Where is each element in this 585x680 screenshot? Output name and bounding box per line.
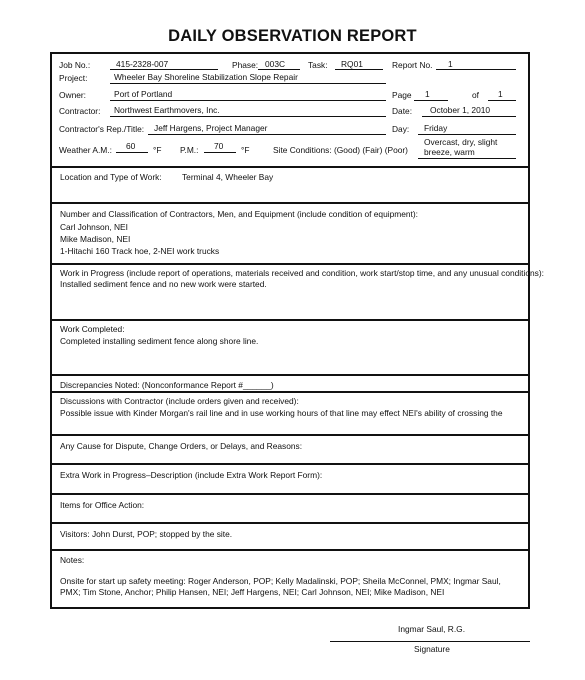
- contractors-line-1: Carl Johnson, NEI: [60, 222, 128, 232]
- weather-am-value: 60: [126, 141, 136, 151]
- contractors-line-2: Mike Madison, NEI: [60, 234, 131, 244]
- weather-am-label: Weather A.M.:: [59, 145, 112, 155]
- phase-value: 003C: [265, 59, 286, 69]
- page-current: 1: [425, 89, 430, 99]
- signature-label: Signature: [414, 644, 450, 654]
- site-conditions-line2: breeze, warm: [424, 147, 475, 157]
- location-label: Location and Type of Work:: [60, 172, 162, 182]
- signature-line: [330, 641, 530, 642]
- notes-text: Onsite for start up safety meeting: Roger Anderson, POP; Kelly Madalinski, POP; Sheila McConnel, PMX; Ingmar Saul, PMX; Tim Stone, Anchor; Philip Hansen, NEI; Jeff Hargens, NEI; Carl Johnson, NEI; Mike Madison, NEI: [60, 576, 501, 597]
- contractors-line-3: 1-Hitachi 160 Track hoe, 2-NEI work trucks: [60, 246, 220, 256]
- of-label: of: [472, 90, 479, 100]
- report-no-value: 1: [448, 59, 453, 69]
- site-conditions-line1: Overcast, dry, slight: [424, 137, 498, 147]
- office-action-label: Items for Office Action:: [60, 500, 145, 510]
- discrepancies-label: Discrepancies Noted: (Nonconformance Report #______): [60, 380, 274, 390]
- dispute-label: Any Cause for Dispute, Change Orders, or Delays, and Reasons:: [60, 441, 303, 451]
- rep-label: Contractor's Rep./Title:: [59, 124, 145, 134]
- job-no-label: Job No.:: [59, 60, 91, 70]
- report-form: [50, 52, 544, 609]
- discussions-label: Discussions with Contractor (include orders given and received):: [60, 396, 299, 406]
- signer-name: Ingmar Saul, R.G.: [398, 624, 466, 634]
- location-value: Terminal 4, Wheeler Bay: [182, 172, 274, 182]
- owner-label: Owner:: [59, 90, 86, 100]
- progress-text: Installed sediment fence and no new work were started.: [60, 279, 267, 289]
- deg-f-pm: °F: [241, 145, 250, 155]
- contractor-value: Northwest Earthmovers, Inc.: [114, 105, 220, 115]
- completed-text: Completed installing sediment fence along shore line.: [60, 336, 259, 346]
- date-label: Date:: [392, 106, 413, 116]
- owner-value: Port of Portland: [114, 89, 173, 99]
- report-title: DAILY OBSERVATION REPORT: [168, 27, 417, 45]
- date-value: October 1, 2010: [430, 105, 491, 115]
- job-no-value: 415-2328-007: [116, 59, 169, 69]
- day-label: Day:: [392, 124, 410, 134]
- completed-label: Work Completed:: [60, 324, 125, 334]
- deg-f-am: °F: [153, 145, 162, 155]
- discussions-text: Possible issue with Kinder Morgan's rail line and in use working hours of that line may effect NEI's ability of crossing the: [60, 408, 503, 418]
- contractor-label: Contractor:: [59, 106, 101, 116]
- visitors-text: Visitors: John Durst, POP; stopped by the site.: [60, 529, 233, 539]
- contractors-label: Number and Classification of Contractors, Men, and Equipment (include condition of equipment):: [60, 209, 418, 219]
- notes-label: Notes:: [60, 555, 85, 565]
- project-value: Wheeler Bay Shoreline Stabilization Slope Repair: [114, 72, 298, 82]
- progress-label: Work in Progress (include report of operations, materials received and condition, work start/stop time, and any unusual conditions):: [60, 268, 544, 278]
- pm-label: P.M.:: [180, 145, 199, 155]
- page-total: 1: [498, 89, 503, 99]
- weather-pm-value: 70: [214, 141, 224, 151]
- task-value: RQ01: [341, 59, 363, 69]
- project-label: Project:: [59, 73, 88, 83]
- page-label: Page: [392, 90, 412, 100]
- site-conditions-label: Site Conditions: (Good) (Fair) (Poor): [273, 145, 408, 155]
- task-label: Task:: [308, 60, 328, 70]
- phase-label: Phase:: [232, 60, 259, 70]
- day-value: Friday: [424, 123, 448, 133]
- report-no-label: Report No.: [392, 60, 433, 70]
- rep-value: Jeff Hargens, Project Manager: [154, 123, 268, 133]
- extra-work-label: Extra Work in Progress–Description (include Extra Work Report Form):: [60, 470, 323, 480]
